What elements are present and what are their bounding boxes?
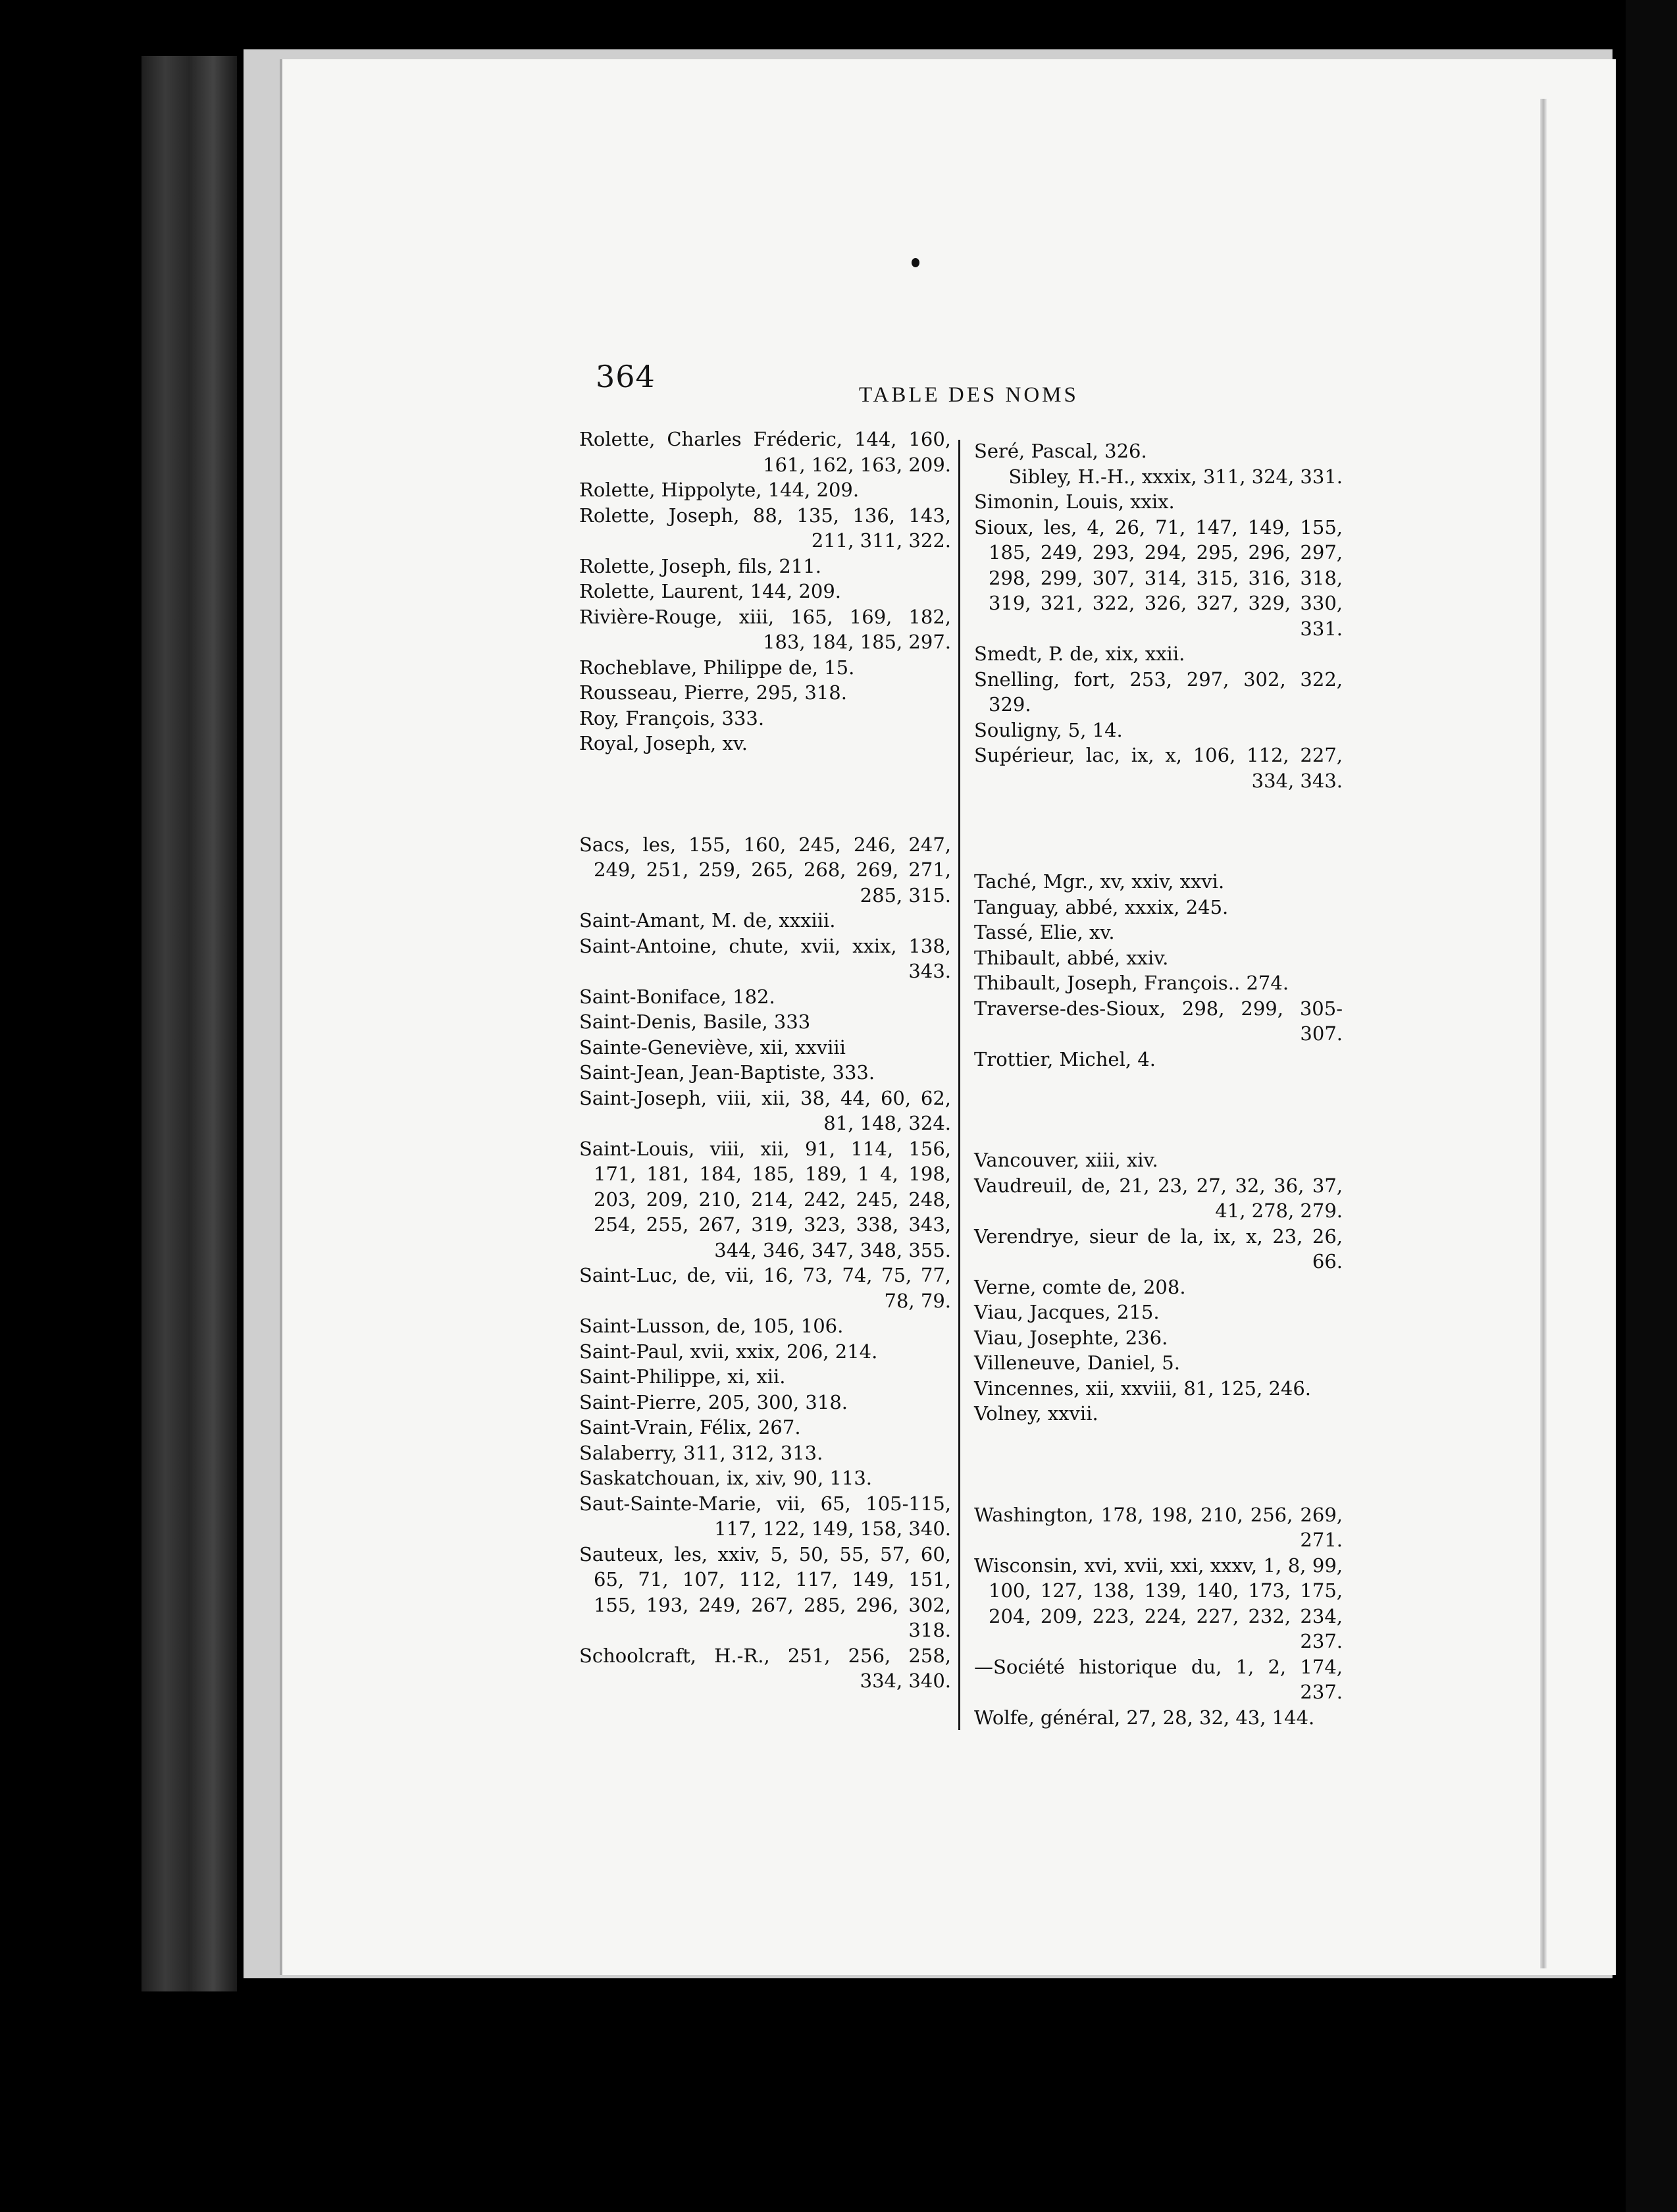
index-entry: Saint-Luc, de, vii, 16, 73, 74, 75, 77, 78, 79. <box>579 1264 951 1312</box>
index-column-right <box>974 438 1343 1730</box>
index-entry: Thibault, abbé, xxiv. <box>974 946 1169 969</box>
index-column-left <box>579 427 951 1694</box>
index-entry: Rolette, Charles Fréderic, 144, 160, 161, 162, 163, 209. <box>579 428 951 476</box>
index-entry: Saint-Denis, Basile, 333 <box>579 1011 811 1033</box>
index-entry: Saint-Lusson, de, 105, 106. <box>579 1315 844 1337</box>
index-entry: Rivière-Rouge, xiii, 165, 169, 182, 183, 184, 185, 297. <box>579 605 951 653</box>
index-entry: —Société historique du, 1, 2, 174, 237. <box>974 1655 1343 1703</box>
letter-gap <box>579 756 951 832</box>
index-entry: Vancouver, xiii, xiv. <box>974 1149 1158 1171</box>
index-entry: Verne, comte de, 208. <box>974 1275 1186 1298</box>
scan-border <box>1626 0 1677 2212</box>
index-entry: Salaberry, 311, 312, 313. <box>579 1441 823 1464</box>
column-rule <box>958 440 960 1730</box>
index-entry: Tanguay, abbé, xxxix, 245. <box>974 895 1229 918</box>
index-entry: Washington, 178, 198, 210, 256, 269, 271. <box>974 1503 1343 1551</box>
index-entry: Saint-Philippe, xi, xii. <box>579 1365 786 1388</box>
page-fold-shadow <box>1540 99 1547 1968</box>
index-entry: Supérieur, lac, ix, x, 106, 112, 227, 334, 343. <box>974 744 1343 792</box>
index-entry: Saint-Pierre, 205, 300, 318. <box>579 1390 848 1413</box>
index-entry: Saint-Jean, Jean-Baptiste, 333. <box>579 1061 875 1084</box>
letter-gap <box>974 1427 1343 1502</box>
index-entry: Snelling, fort, 253, 297, 302, 322, 329. <box>974 668 1343 716</box>
index-entry: Sainte-Geneviève, xii, xxviii <box>579 1036 846 1059</box>
index-entry: Vaudreuil, de, 21, 23, 27, 32, 36, 37, 41, 278, 279. <box>974 1174 1343 1222</box>
index-entry: Rolette, Laurent, 144, 209. <box>579 580 842 602</box>
index-entry: Verendrye, sieur de la, ix, x, 23, 26, 66. <box>974 1224 1343 1273</box>
index-entry: Saint-Vrain, Félix, 267. <box>579 1416 801 1438</box>
index-entry: Taché, Mgr., xv, xxiv, xxvi. <box>974 870 1225 893</box>
index-entry: Vincennes, xii, xxviii, 81, 125, 246. <box>974 1377 1312 1400</box>
index-entry: Saint-Joseph, viii, xii, 38, 44, 60, 62, 81, 148, 324. <box>579 1086 951 1134</box>
index-entry: Saint-Amant, M. de, xxxiii. <box>579 909 836 932</box>
index-entry: Rousseau, Pierre, 295, 318. <box>579 681 847 704</box>
index-entry: Rolette, Hippolyte, 144, 209. <box>579 479 860 501</box>
index-entry: Trottier, Michel, 4. <box>974 1047 1156 1070</box>
index-entry: Thibault, Joseph, François.. 274. <box>974 972 1289 994</box>
index-entry: Saskatchouan, ix, xiv, 90, 113. <box>579 1467 872 1489</box>
index-entry: Saut-Sainte-Marie, vii, 65, 105-115, 117, 122, 149, 158, 340. <box>579 1492 951 1540</box>
index-entry: Sibley, H.-H., xxxix, 311, 324, 331. <box>1008 465 1343 488</box>
index-entry: Seré, Pascal, 326. <box>974 440 1147 462</box>
index-entry: Rolette, Joseph, 88, 135, 136, 143, 211, 311, 322. <box>579 504 951 552</box>
page-number: 364 <box>596 359 656 394</box>
index-entry: Saint-Antoine, chute, xvii, xxix, 138, 343. <box>579 934 951 982</box>
index-entry: Sacs, les, 155, 160, 245, 246, 247, 249, 251, 259, 265, 268, 269, 271, 285, 315. <box>579 833 951 907</box>
index-entry: Volney, xxvii. <box>974 1402 1098 1425</box>
index-entry: Royal, Joseph, xv. <box>579 732 748 754</box>
index-entry: Saint-Louis, viii, xii, 91, 114, 156, 171, 181, 184, 185, 189, 1 4, 198, 203, 209, 210, 214, 242, 245, 248, 254, 255, 267, 319, 323, 338, 343, 344, 346, 347, 348, 355. <box>579 1137 951 1261</box>
index-entry: Roy, François, 333. <box>579 706 765 729</box>
index-entry: Sioux, les, 4, 26, 71, 147, 149, 155, 185, 249, 293, 294, 295, 296, 297, 298, 299, 307, 314, 315, 316, 318, 319, 321, 322, 326, 327, 329, 330, 331. <box>974 515 1343 640</box>
index-entry: Rolette, Joseph, fils, 211. <box>579 554 821 577</box>
index-entry: Saint-Paul, xvii, xxix, 206, 214. <box>579 1340 878 1363</box>
index-entry: Wolfe, général, 27, 28, 32, 43, 144. <box>974 1706 1315 1729</box>
index-entry: Viau, Josephte, 236. <box>974 1326 1168 1349</box>
index-entry: Schoolcraft, H.-R., 251, 256, 258, 334, 340. <box>579 1644 951 1692</box>
index-entry: Sauteux, les, xxiv, 5, 50, 55, 57, 60, 65, 71, 107, 112, 117, 149, 151, 155, 193, 249, 267, 285, 296, 302, 318. <box>579 1542 951 1641</box>
index-entry: Tassé, Elie, xv. <box>974 921 1115 943</box>
index-entry: Saint-Boniface, 182. <box>579 985 775 1008</box>
index-entry: Smedt, P. de, xix, xxii. <box>974 643 1185 665</box>
index-entry: Villeneuve, Daniel, 5. <box>974 1352 1180 1374</box>
running-head: TABLE DES NOMS <box>859 383 1079 407</box>
index-entry: Simonin, Louis, xxix. <box>974 490 1175 513</box>
index-entry: Rocheblave, Philippe de, 15. <box>579 656 855 679</box>
book-page-edges <box>142 56 237 1991</box>
ink-speck <box>912 258 919 267</box>
index-entry: Viau, Jacques, 215. <box>974 1301 1160 1323</box>
index-entry: Wisconsin, xvi, xvii, xxi, xxxv, 1, 8, 99, 100, 127, 138, 139, 140, 173, 175, 204, 209, 223, 224, 227, 232, 234, 237. <box>974 1554 1343 1652</box>
letter-gap <box>974 793 1343 869</box>
index-entry: Traverse-des-Sioux, 298, 299, 305-307. <box>974 997 1343 1045</box>
letter-gap <box>974 1072 1343 1147</box>
index-entry: Souligny, 5, 14. <box>974 718 1123 741</box>
